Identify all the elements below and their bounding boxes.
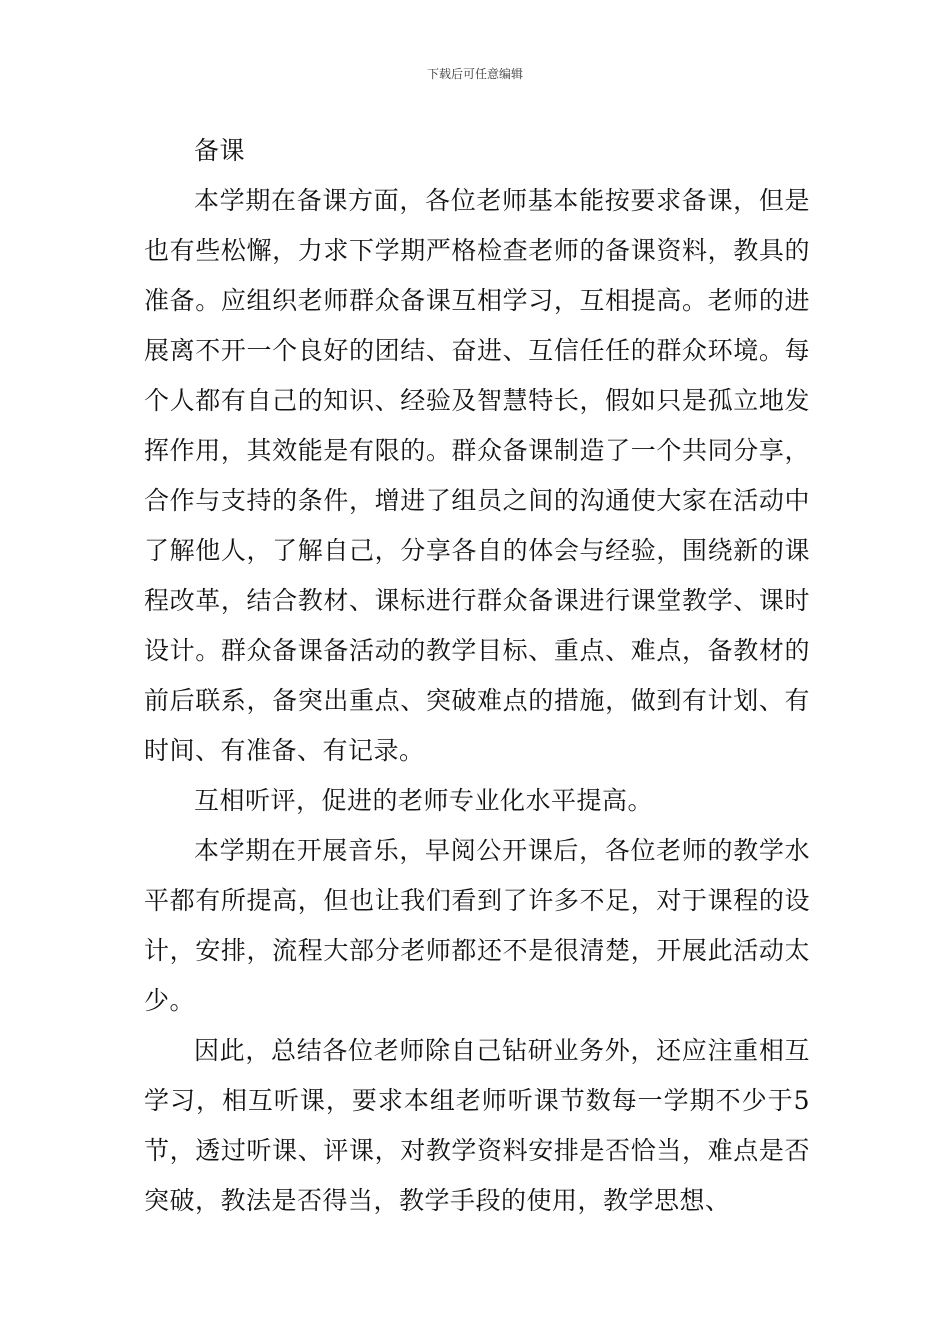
section-heading-prep: 备课 [194,136,246,165]
paragraph-open-class: 本学期在开展音乐，早阅公开课后，各位老师的教学水平都有所提高，但也让我们看到了许多不足，对于课程的设计，安排，流程大部分老师都还不是很清楚，开展此活动太少。 [144,836,810,1015]
page-header: 下载后可任意编辑 [426,67,523,81]
document-body [144,126,810,1226]
section-heading-peer-review: 互相听评，促进的老师专业化水平提高。 [194,786,654,815]
paragraph-conclusion: 因此，总结各位老师除自己钻研业务外，还应注重相互学习，相互听课，要求本组老师听课节数每一学期不少于5节，透过听课、评课，对教学资料安排是否恰当，难点是否突破，教法是否得当，教学手段的使用，教学思想、 [144,1036,810,1215]
paragraph-prep: 本学期在备课方面，各位老师基本能按要求备课，但是也有些松懈，力求下学期严格检查老师的备课资料，教具的准备。应组织老师群众备课互相学习，互相提高。老师的进展离不开一个良好的团结、奋进、互信任任的群众环境。每个人都有自己的知识、经验及智慧特长，假如只是孤立地发挥作用，其效能是有限的。群众备课制造了一个共同分享，合作与支持的条件，增进了组员之间的沟通使大家在活动中了解他人，了解自己，分享各自的体会与经验，围绕新的课程改革，结合教材、课标进行群众备课进行课堂教学、课时设计。群众备课备活动的教学目标、重点、难点，备教材的前后联系，备突出重点、突破难点的措施，做到有计划、有时间、有准备、有记录。 [144,186,810,765]
